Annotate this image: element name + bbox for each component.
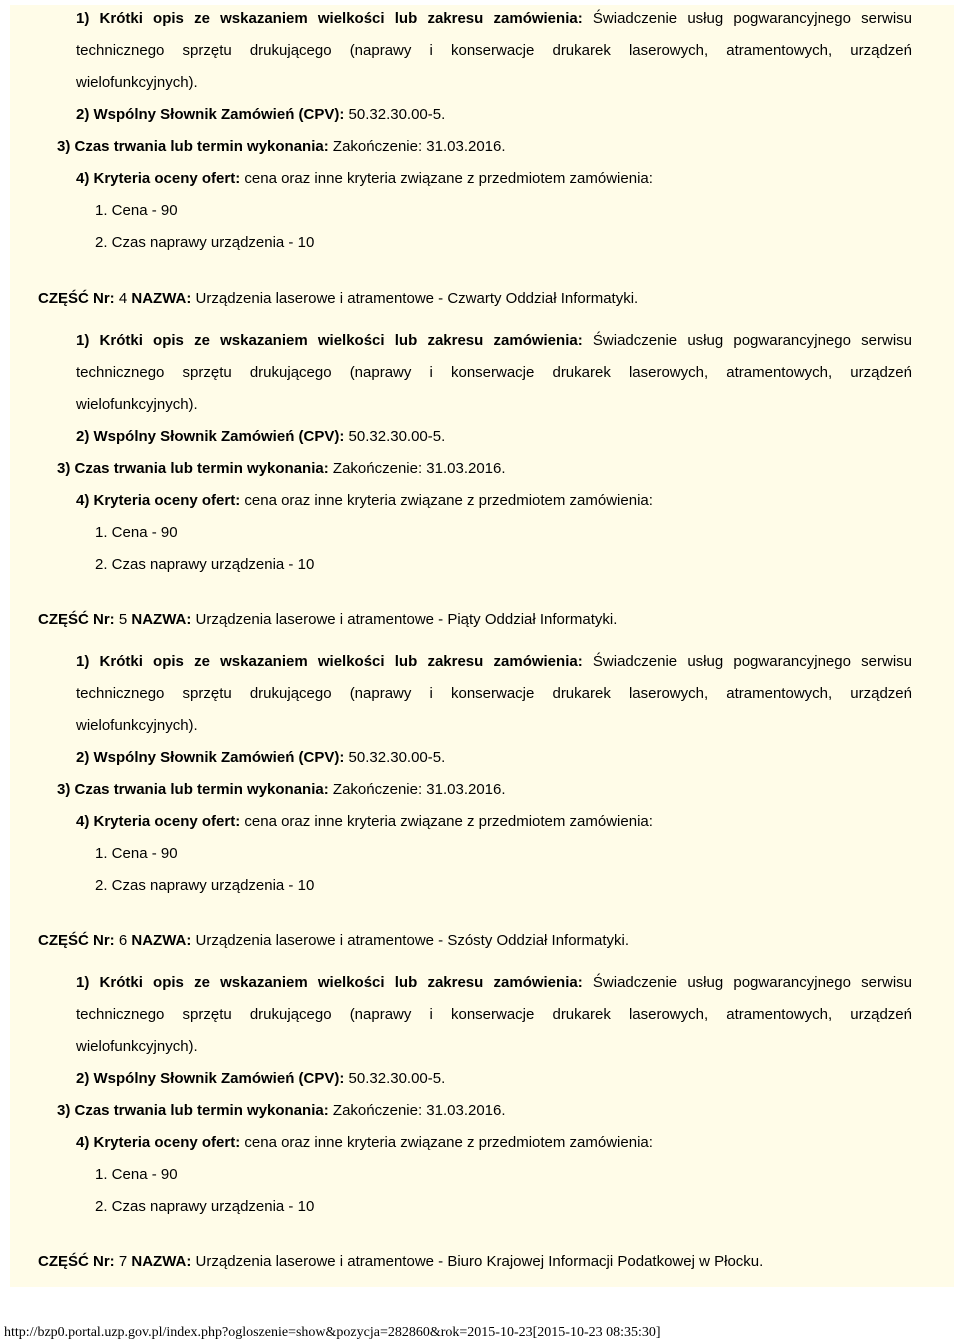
duration-line — [57, 138, 506, 156]
part-label: CZĘŚĆ — [38, 290, 89, 307]
criteria-item-1: 1. Cena - 90 — [95, 1166, 178, 1183]
cpv-label: 2) Wspólny Słownik Zamówień (CPV): — [76, 1070, 345, 1087]
criteria-item-1: 1. Cena - 90 — [95, 524, 178, 541]
description-label: 1) Krótki opis ze wskazaniem wielkości lub zakresu zamówienia: — [76, 974, 583, 991]
description-line-2: technicznego sprzętu drukującego (naprawy i konserwacje drukarek laserowych, atramentowych, urządzeń — [76, 1006, 912, 1023]
criteria-text: cena oraz inne kryteria związane z przedmiotem zamówienia: — [244, 1134, 653, 1151]
cpv-value: 50.32.30.00-5. — [348, 1070, 446, 1087]
part-nr-label: Nr: — [93, 290, 115, 307]
criteria-label: 4) Kryteria oceny ofert: — [76, 492, 241, 509]
criteria-text: cena oraz inne kryteria związane z przedmiotem zamówienia: — [244, 813, 653, 830]
duration-value: Zakończenie: 31.03.2016. — [332, 460, 506, 477]
criteria-item-1: 1. Cena - 90 — [95, 845, 178, 862]
part-label: CZĘŚĆ — [38, 1253, 89, 1270]
description-line-2: technicznego sprzętu drukującego (naprawy i konserwacje drukarek laserowych, atramentowych, urządzeń — [76, 364, 912, 381]
description-line-1 — [76, 974, 912, 992]
criteria-line — [76, 813, 653, 831]
description-text: Świadczenie usług pogwarancyjnego serwisu — [592, 332, 912, 349]
cpv-line — [76, 428, 445, 446]
part-heading — [38, 611, 617, 629]
duration-value: Zakończenie: 31.03.2016. — [332, 138, 506, 155]
part-name-label: NAZWA: — [131, 1253, 192, 1270]
description-text: Świadczenie usług pogwarancyjnego serwisu — [592, 10, 912, 27]
description-line-2: technicznego sprzętu drukującego (naprawy i konserwacje drukarek laserowych, atramentowych, urządzeń — [76, 685, 912, 702]
part-heading — [38, 1253, 763, 1271]
description-line-3: wielofunkcyjnych). — [76, 396, 198, 413]
criteria-line — [76, 1134, 653, 1152]
duration-value: Zakończenie: 31.03.2016. — [332, 1102, 506, 1119]
cpv-value: 50.32.30.00-5. — [348, 749, 446, 766]
description-label: 1) Krótki opis ze wskazaniem wielkości lub zakresu zamówienia: — [76, 332, 583, 349]
criteria-item-2: 2. Czas naprawy urządzenia - 10 — [95, 1198, 315, 1215]
description-line-2: technicznego sprzętu drukującego (naprawy i konserwacje drukarek laserowych, atramentowych, urządzeń — [76, 42, 912, 59]
description-line-1 — [76, 653, 912, 671]
footer-url: http://bzp0.portal.uzp.gov.pl/index.php?ogloszenie=show&pozycja=282860&rok=2015-10-23[2015-10-23 08:35:30] — [4, 1325, 661, 1340]
duration-label: 3) Czas trwania lub termin wykonania: — [57, 138, 329, 155]
part-number: 7 — [118, 1253, 128, 1270]
criteria-item-2: 2. Czas naprawy urządzenia - 10 — [95, 234, 315, 251]
criteria-text: cena oraz inne kryteria związane z przedmiotem zamówienia: — [244, 170, 653, 187]
cpv-line — [76, 1070, 445, 1088]
description-line-1 — [76, 332, 912, 350]
part-number: 5 — [118, 611, 128, 628]
part-number: 4 — [118, 290, 128, 307]
part-name-label: NAZWA: — [131, 290, 192, 307]
cpv-value: 50.32.30.00-5. — [348, 428, 446, 445]
cpv-line — [76, 749, 445, 767]
part-name-label: NAZWA: — [131, 932, 192, 949]
description-line-3: wielofunkcyjnych). — [76, 1038, 198, 1055]
duration-label: 3) Czas trwania lub termin wykonania: — [57, 1102, 329, 1119]
criteria-item-2: 2. Czas naprawy urządzenia - 10 — [95, 877, 315, 894]
cpv-label: 2) Wspólny Słownik Zamówień (CPV): — [76, 106, 345, 123]
description-text: Świadczenie usług pogwarancyjnego serwisu — [592, 653, 912, 670]
criteria-line — [76, 170, 653, 188]
part-label: CZĘŚĆ — [38, 611, 89, 628]
duration-line — [57, 781, 506, 799]
part-name: Urządzenia laserowe i atramentowe - Czwarty Oddział Informatyki. — [195, 290, 639, 307]
criteria-line — [76, 492, 653, 510]
part-number: 6 — [118, 932, 128, 949]
description-label: 1) Krótki opis ze wskazaniem wielkości lub zakresu zamówienia: — [76, 10, 583, 27]
part-nr-label: Nr: — [93, 611, 115, 628]
part-name: Urządzenia laserowe i atramentowe - Szósty Oddział Informatyki. — [195, 932, 630, 949]
description-line-3: wielofunkcyjnych). — [76, 74, 198, 91]
description-text: Świadczenie usług pogwarancyjnego serwisu — [592, 974, 912, 991]
cpv-line — [76, 106, 445, 124]
criteria-label: 4) Kryteria oceny ofert: — [76, 170, 241, 187]
duration-label: 3) Czas trwania lub termin wykonania: — [57, 781, 329, 798]
part-name: Urządzenia laserowe i atramentowe - Piąty Oddział Informatyki. — [195, 611, 618, 628]
part-name: Urządzenia laserowe i atramentowe - Biuro Krajowej Informacji Podatkowej w Płocku. — [195, 1253, 764, 1270]
part-label: CZĘŚĆ — [38, 932, 89, 949]
cpv-value: 50.32.30.00-5. — [348, 106, 446, 123]
description-line-3: wielofunkcyjnych). — [76, 717, 198, 734]
document-panel — [10, 5, 954, 1287]
criteria-item-2: 2. Czas naprawy urządzenia - 10 — [95, 556, 315, 573]
cpv-label: 2) Wspólny Słownik Zamówień (CPV): — [76, 428, 345, 445]
description-line-1 — [76, 10, 912, 28]
part-nr-label: Nr: — [93, 932, 115, 949]
part-heading — [38, 290, 638, 308]
part-heading — [38, 932, 629, 950]
duration-line — [57, 1102, 506, 1120]
duration-label: 3) Czas trwania lub termin wykonania: — [57, 460, 329, 477]
criteria-item-1: 1. Cena - 90 — [95, 202, 178, 219]
duration-line — [57, 460, 506, 478]
criteria-text: cena oraz inne kryteria związane z przedmiotem zamówienia: — [244, 492, 653, 509]
duration-value: Zakończenie: 31.03.2016. — [332, 781, 506, 798]
cpv-label: 2) Wspólny Słownik Zamówień (CPV): — [76, 749, 345, 766]
description-label: 1) Krótki opis ze wskazaniem wielkości lub zakresu zamówienia: — [76, 653, 583, 670]
criteria-label: 4) Kryteria oceny ofert: — [76, 1134, 241, 1151]
part-nr-label: Nr: — [93, 1253, 115, 1270]
part-name-label: NAZWA: — [131, 611, 192, 628]
criteria-label: 4) Kryteria oceny ofert: — [76, 813, 241, 830]
